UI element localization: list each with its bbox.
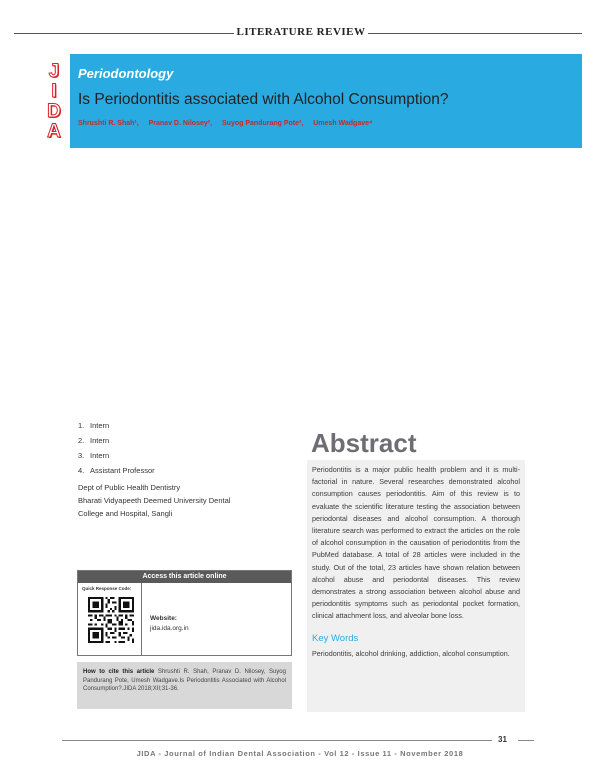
jida-logo	[38, 62, 70, 142]
footer-rule-right	[518, 740, 534, 741]
department-line: Bharati Vidyapeeth Deemed University Dental	[78, 496, 231, 505]
author-list	[78, 120, 380, 127]
logo-letter: D	[47, 101, 61, 122]
abstract-box	[307, 460, 525, 712]
author: Suyog Pandurang Pote³,	[222, 120, 304, 127]
affiliation-item: 3. Intern	[78, 451, 110, 460]
citation-box	[77, 662, 292, 709]
logo-letter: I	[51, 81, 57, 102]
affiliation-item: 4. Assistant Professor	[78, 466, 155, 475]
affiliation-item: 2. Intern	[78, 436, 110, 445]
abstract-heading: Abstract	[311, 428, 417, 458]
header-rule-right	[368, 33, 582, 34]
author: Umesh Wadgave⁴	[313, 120, 373, 127]
title-band	[70, 54, 582, 148]
keywords-heading: Key Words	[312, 632, 359, 644]
header-rule-left	[14, 33, 234, 34]
department-line: College and Hospital, Sangli	[78, 509, 173, 518]
department-line: Dept of Public Health Dentistry	[78, 483, 181, 492]
author: Pranav D. Nilosey²,	[148, 120, 213, 127]
keywords-text: Periodontitis, alcohol drinking, addiction, alcohol consumption.	[312, 648, 510, 658]
qr-code-icon[interactable]	[88, 597, 134, 643]
access-heading: Access this article online	[78, 571, 291, 583]
article-section: Periodontology	[78, 66, 174, 81]
website-link[interactable]: jida.ida.org.in	[150, 625, 189, 632]
article-title: Is Periodontitis associated with Alcohol Consumption?	[78, 91, 449, 108]
affiliations	[78, 418, 230, 520]
logo-letter: J	[48, 61, 60, 82]
website-label: Website:	[150, 615, 177, 622]
page-number: 31	[498, 735, 507, 744]
logo-letter: A	[47, 121, 61, 142]
website-block	[150, 614, 189, 634]
journal-footer: JIDA - Journal of Indian Dental Association - Vol 12 - Issue 11 - November 2018	[136, 749, 464, 758]
qr-label: Quick Response Code:	[82, 586, 132, 591]
author: Shrushti R. Shah¹,	[78, 120, 139, 127]
citation-text: Shrushti R. Shah, Pranav D. Nilosey, Suyog Pandurang Pote, Umesh Wadgave.Is Periodontitis Associated with Alcohol Consumption?.JIDA 2018;XII;31-36.	[83, 669, 286, 692]
abstract-body: Periodontitis is a major public health problem and it is multi-factorial in nature. Several researches demonstrated alcohol consumption causes periodontitis. Aim of this review is to evaluate the scientific literature testing the association between periodontal diseases and alcohol consumption. A thorough literature search was performed to extract the articles on the role of alcohol consumption in the causation of periodontitis from the PubMed database. A total of 28 articles were included in the study. Out of the total, 23 articles have shown relation between alcohol abuse and periodontal diseases. This review demonstrates a strong association between alcohol abuse and periodontitis symptoms such as periodontal pocket formation, clinical attachment loss, and alveolar bone loss.	[312, 465, 520, 621]
section-header: LITERATURE REVIEW	[236, 26, 366, 38]
access-online-box	[77, 570, 292, 656]
qr-panel	[78, 583, 142, 655]
footer-rule-left	[62, 740, 492, 741]
citation-label: How to cite this article	[83, 669, 155, 675]
affiliation-item: 1. Intern	[78, 421, 110, 430]
